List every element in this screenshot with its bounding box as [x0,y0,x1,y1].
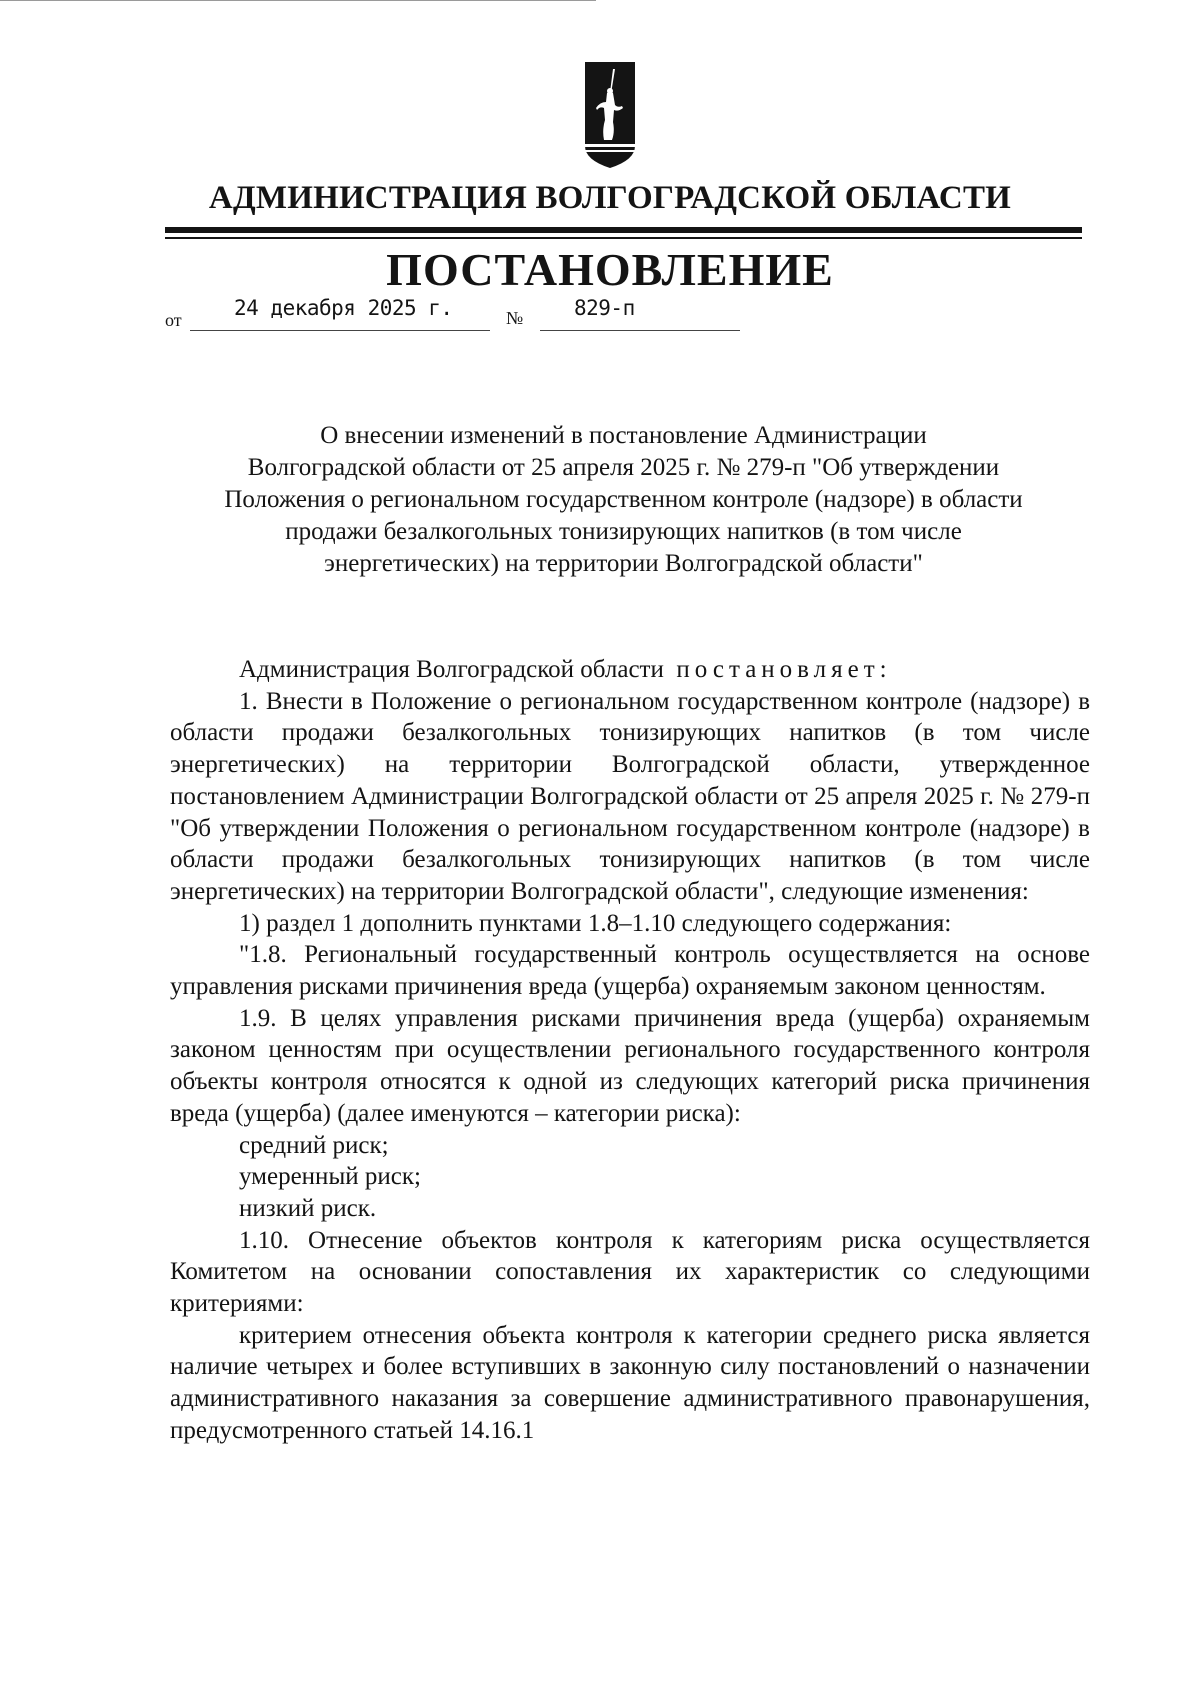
subject-line: Волгоградской области от 25 апреля 2025 г. № 279-п "Об утверждении [247,454,1000,481]
body-paragraph: 1) раздел 1 дополнить пунктами 1.8–1.10 следующего содержания: [239,909,952,937]
organization-title: АДМИНИСТРАЦИЯ ВОЛГОГРАДСКОЙ ОБЛАСТИ [208,180,1012,216]
header-rule-thick [165,227,1082,233]
volgograd-coat-of-arms-icon [582,60,638,170]
document-body [170,654,1090,1447]
date-value: 24 декабря 2025 г. [234,296,453,320]
list-item: средний риск; [239,1131,389,1159]
header-rule-thin [165,237,1082,239]
subject-line: продажи безалкогольных тонизирующих напитков (в том числе [285,518,962,545]
date-label: от [165,310,182,330]
preamble-prefix: Администрация Волгоградской области [239,656,664,683]
subject-line: Положения о региональном государственном контроле (надзоре) в области [224,486,1023,513]
number-label: № [506,308,524,328]
document-type-title: ПОСТАНОВЛЕНИЕ [386,244,834,295]
body-paragraph: 1.9. В целях управления рисками причинения вреда (ущерба) охраняемым законом ценностям при осуществлении регионального государственного контроля объекты контроля относятся к одной из следующих категорий риска причинения вреда (ущерба) (далее именуются – категории риска): [170,1004,1090,1127]
subject-line: энергетических) на территории Волгоградской области" [324,550,923,577]
preamble [170,654,1090,686]
date-underline [190,330,490,331]
document-subject [165,420,1082,580]
body-paragraph: 1.10. Отнесение объектов контроля к категориям риска осуществляется Комитетом на основании сопоставления их характеристик со следующими критериями: [170,1226,1090,1318]
body-paragraph: 1. Внести в Положение о региональном государственном контроле (надзоре) в области продажи безалкогольных тонизирующих напитков (в том числе энергетических) на территории Волгоградской области, утвержденное постановлением Администрации Волгоградской области от 25 апреля 2025 г. № 279-п "Об утверждении Положения о региональном государственном контроле (надзоре) в области продажи безалкогольных тонизирующих напитков (в том числе энергетических) на территории Волгоградской области", следующие изменения: [170,687,1090,905]
scan-top-edge [0,0,596,1]
preamble-verb: постановляет: [676,656,892,683]
number-underline [540,330,740,331]
number-value: 829-п [574,296,635,320]
list-item: низкий риск. [239,1194,377,1222]
list-item: умеренный риск; [239,1163,421,1191]
date-number-row [0,288,1200,332]
body-paragraph: "1.8. Региональный государственный контроль осуществляется на основе управления рисками причинения вреда (ущерба) охраняемым законом ценностям. [170,941,1090,1001]
subject-line: О внесении изменений в постановление Администрации [320,422,927,449]
body-paragraph: критерием отнесения объекта контроля к категории среднего риска является наличие четырех и более вступивших в законную силу постановлений о назначении административного наказания за совершение административного правонарушения, предусмотренного статьей 14.16.1 [170,1321,1090,1444]
